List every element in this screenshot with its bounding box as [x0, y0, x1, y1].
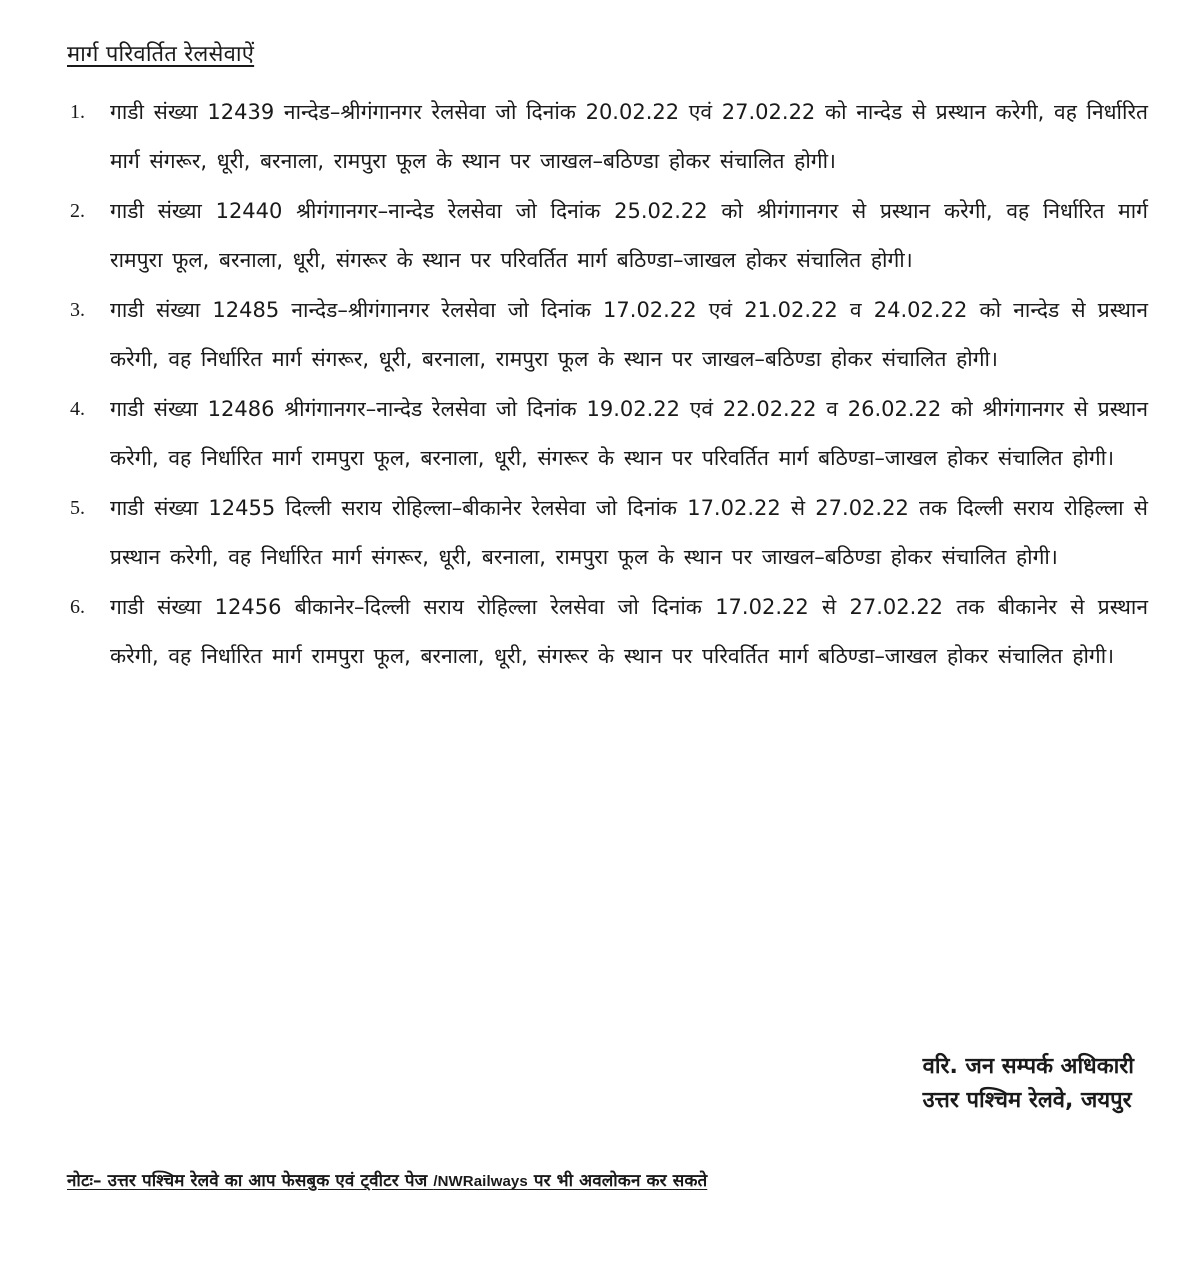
item-number: 5. [70, 497, 85, 519]
social-handle: /NWRailways [433, 1173, 528, 1190]
signature-designation: वरि. जन सम्पर्क अधिकारी [922, 1054, 1134, 1079]
note-suffix: पर भी अवलोकन कर सकते [527, 1171, 708, 1191]
item-number: 4. [70, 398, 85, 420]
list-item [66, 286, 1148, 383]
list-item [66, 583, 1148, 680]
item-text: गाडी संख्या 12440 श्रीगंगानगर–नान्देड रेलसेवा जो दिनांक 25.02.22 को श्रीगंगानगर से प्रस्थान करेगी, वह निर्धारित मार्ग रामपुरा फूल, बरनाला, धूरी, संगरूर के स्थान पर परिवर्तित मार्ग बठिण्डा–जाखल होकर संचालित होगी। [110, 199, 1148, 272]
item-text: गाडी संख्या 12455 दिल्ली सराय रोहिल्ला–बीकानेर रेलसेवा जो दिनांक 17.02.22 से 27.02.22 तक दिल्ली सराय रोहिल्ला से प्रस्थान करेगी, वह निर्धारित मार्ग संगरूर, धूरी, बरनाला, रामपुरा फूल के स्थान पर जाखल–बठिण्डा होकर संचालित होगी। [110, 496, 1148, 569]
item-text: गाडी संख्या 12439 नान्देड–श्रीगंगानगर रेलसेवा जो दिनांक 20.02.22 एवं 27.02.22 को नान्देड से प्रस्थान करेगी, वह निर्धारित मार्ग संगरूर, धूरी, बरनाला, रामपुरा फूल के स्थान पर जाखल–बठिण्डा होकर संचालित होगी। [110, 100, 1148, 173]
item-text: गाडी संख्या 12485 नान्देड–श्रीगंगानगर रेलसेवा जो दिनांक 17.02.22 एवं 21.02.22 व 24.02.22 को नान्देड से प्रस्थान करेगी, वह निर्धारित मार्ग संगरूर, धूरी, बरनाला, रामपुरा फूल के स्थान पर जाखल–बठिण्डा होकर संचालित होगी। [110, 298, 1148, 371]
note-prefix: नोटः– उत्तर पश्चिम रेलवे का आप फेसबुक एवं ट्वीटर पेज [67, 1171, 434, 1191]
item-text: गाडी संख्या 12486 श्रीगंगानगर–नान्देड रेलसेवा जो दिनांक 19.02.22 एवं 22.02.22 व 26.02.22 को श्रीगंगानगर से प्रस्थान करेगी, वह निर्धारित मार्ग रामपुरा फूल, बरनाला, धूरी, संगरूर के स्थान पर परिवर्तित मार्ग बठिण्डा–जाखल होकर संचालित होगी। [110, 397, 1148, 470]
footer-note [67, 1168, 707, 1191]
list-item [66, 187, 1148, 284]
item-number: 1. [70, 101, 85, 123]
page-title: मार्ग परिवर्तित रेलसेवाऐं [67, 42, 255, 67]
signature-block [923, 1050, 1134, 1118]
item-text: गाडी संख्या 12456 बीकानेर–दिल्ली सराय रोहिल्ला रेलसेवा जो दिनांक 17.02.22 से 27.02.22 तक बीकानेर से प्रस्थान करेगी, वह निर्धारित मार्ग रामपुरा फूल, बरनाला, धूरी, संगरूर के स्थान पर परिवर्तित मार्ग बठिण्डा–जाखल होकर संचालित होगी। [110, 595, 1148, 668]
item-number: 2. [70, 200, 85, 222]
item-number: 3. [70, 299, 85, 321]
list-item [66, 385, 1148, 482]
item-number: 6. [70, 596, 85, 618]
list-item [66, 484, 1148, 581]
list-item [66, 88, 1148, 185]
signature-organization: उत्तर पश्चिम रेलवे, जयपुर [922, 1088, 1132, 1113]
diverted-trains-list [66, 88, 1148, 682]
